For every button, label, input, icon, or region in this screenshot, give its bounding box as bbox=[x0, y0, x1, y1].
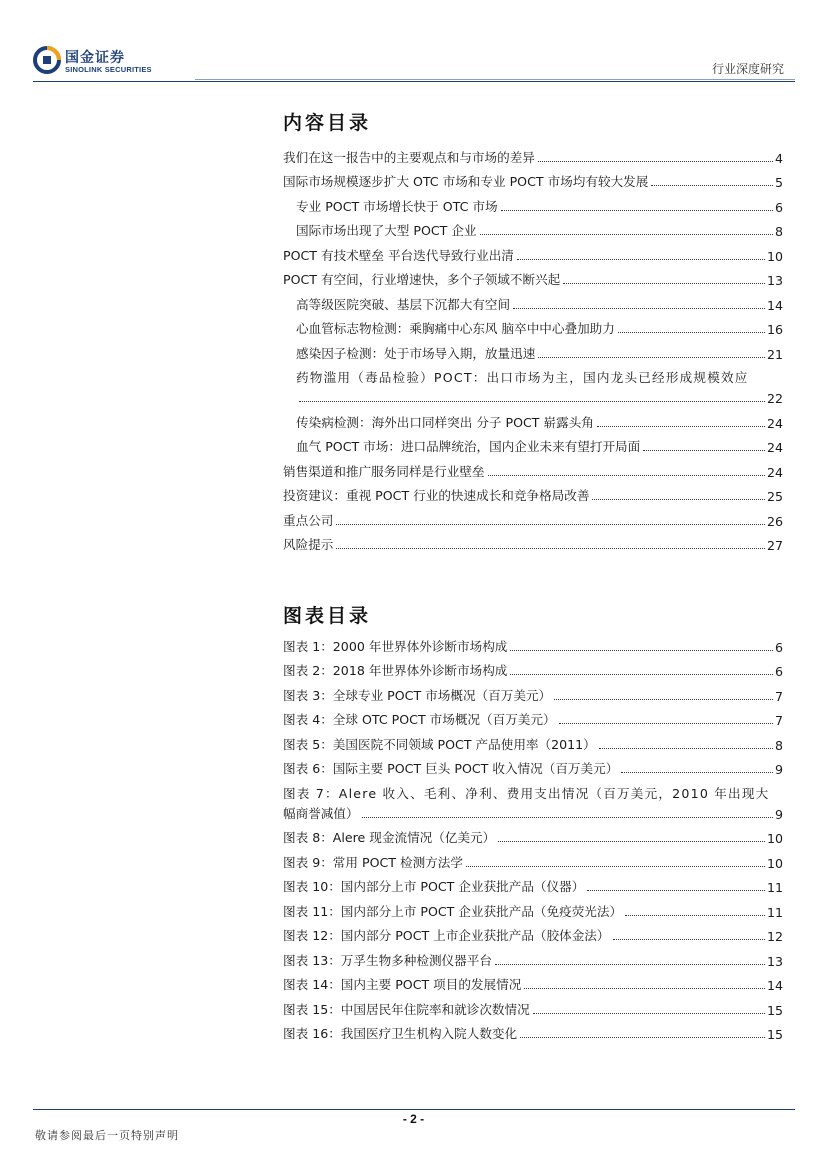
toc-entry[interactable]: 我们在这一报告中的主要观点和与市场的差异 4 bbox=[283, 149, 783, 166]
company-logo bbox=[33, 46, 193, 76]
figure-entry[interactable]: 图表 5：美国医院不同领域 POCT 产品使用率（2011） 8 bbox=[283, 736, 783, 753]
toc-entry[interactable]: 重点公司 26 bbox=[283, 512, 783, 529]
toc-subentry[interactable]: 传染病检测：海外出口同样突出 分子 POCT 崭露头角 24 bbox=[296, 414, 783, 431]
logo-name-en: SINOLINK SECURITIES bbox=[65, 65, 152, 74]
figure-entry[interactable]: 图表 15：中国居民年住院率和就诊次数情况 15 bbox=[283, 1001, 783, 1018]
page-number: - 2 - bbox=[402, 1112, 425, 1126]
header-divider-thin bbox=[195, 79, 795, 80]
document-type: 行业深度研究 bbox=[711, 62, 784, 76]
toc-entry[interactable]: POCT 有技术壁垒 平台迭代导致行业出清 10 bbox=[283, 247, 783, 264]
toc-subentry[interactable]: 高等级医院突破、基层下沉都大有空间 14 bbox=[296, 296, 783, 313]
toc-entry[interactable]: 投资建议：重视 POCT 行业的快速成长和竞争格局改善 25 bbox=[283, 488, 783, 504]
figure-entry[interactable]: 图表 16：我国医疗卫生机构入院人数变化 15 bbox=[283, 1026, 783, 1042]
figure-entry[interactable]: 图表 14：国内主要 POCT 项目的发展情况 14 bbox=[283, 977, 783, 993]
toc-subentry-continued[interactable]: 22 bbox=[283, 386, 783, 406]
toc-subentry[interactable]: 药物滥用（毒品检验）POCT：出口市场为主，国内龙头已经形成规模效应 bbox=[296, 370, 749, 385]
logo-name-cn: 国金证券 bbox=[65, 50, 125, 66]
figure-entry[interactable]: 图表 13：万孚生物多种检测仪器平台 13 bbox=[283, 952, 783, 969]
page-header bbox=[0, 0, 827, 85]
header-divider bbox=[33, 81, 795, 82]
figures-list bbox=[283, 630, 783, 1042]
toc-subentry[interactable]: 血气 POCT 市场：进口品牌统治，国内企业未来有望打开局面 24 bbox=[296, 439, 783, 455]
toc-subentry[interactable]: 国际市场出现了大型 POCT 企业 8 bbox=[296, 223, 783, 239]
contents-list bbox=[283, 141, 783, 553]
figure-entry[interactable]: 图表 9：常用 POCT 检测方法学 10 bbox=[283, 854, 783, 871]
figure-entry[interactable]: 图表 10：国内部分上市 POCT 企业获批产品（仪器） 11 bbox=[283, 879, 783, 895]
footer-divider bbox=[33, 1109, 795, 1110]
toc-subentry[interactable]: 心血管标志物检测：乘胸痛中心东风 脑卒中中心叠加助力 16 bbox=[296, 321, 783, 337]
toc-entry[interactable]: 国际市场规模逐步扩大 OTC 市场和专业 POCT 市场均有较大发展 5 bbox=[283, 174, 783, 190]
toc-subentry[interactable]: 感染因子检测：处于市场导入期，放量迅速 21 bbox=[296, 345, 783, 362]
logo-mark-icon bbox=[33, 46, 61, 74]
figure-entry[interactable]: 图表 6：国际主要 POCT 巨头 POCT 收入情况（百万美元） 9 bbox=[283, 761, 783, 777]
toc-entry[interactable]: 风险提示 27 bbox=[283, 537, 783, 553]
figures-title: 图表目录 bbox=[283, 605, 372, 627]
disclaimer-note: 敬请参阅最后一页特别声明 bbox=[35, 1129, 179, 1142]
figure-entry[interactable]: 图表 2：2018 年世界体外诊断市场构成 6 bbox=[283, 663, 783, 679]
toc-subentry[interactable]: 专业 POCT 市场增长快于 OTC 市场 6 bbox=[296, 198, 783, 215]
toc-entry[interactable]: 销售渠道和推广服务同样是行业壁垒 24 bbox=[283, 463, 783, 480]
figure-entry[interactable]: 图表 8：Alere 现金流情况（亿美元） 10 bbox=[283, 830, 783, 846]
figure-entry[interactable]: 图表 12：国内部分 POCT 上市企业获批产品（胶体金法） 12 bbox=[283, 928, 783, 944]
toc-entry[interactable]: POCT 有空间，行业增速快，多个子领域不断兴起 13 bbox=[283, 272, 783, 288]
contents-title: 内容目录 bbox=[283, 112, 372, 134]
figure-entry[interactable]: 图表 4：全球 OTC POCT 市场概况（百万美元） 7 bbox=[283, 712, 783, 728]
figure-entry[interactable]: 图表 11：国内部分上市 POCT 企业获批产品（免疫荧光法） 11 bbox=[283, 903, 783, 920]
figure-entry[interactable]: 图表 1：2000 年世界体外诊断市场构成 6 bbox=[283, 638, 783, 655]
figure-entry[interactable]: 图表 3：全球专业 POCT 市场概况（百万美元） 7 bbox=[283, 687, 783, 704]
figure-entry[interactable]: 图表 7：Alere 收入、毛利、净利、费用支出情况（百万美元，2010 年出现大 bbox=[283, 785, 770, 801]
figure-entry-continued[interactable]: 幅商誉减值） 9 bbox=[283, 805, 783, 822]
